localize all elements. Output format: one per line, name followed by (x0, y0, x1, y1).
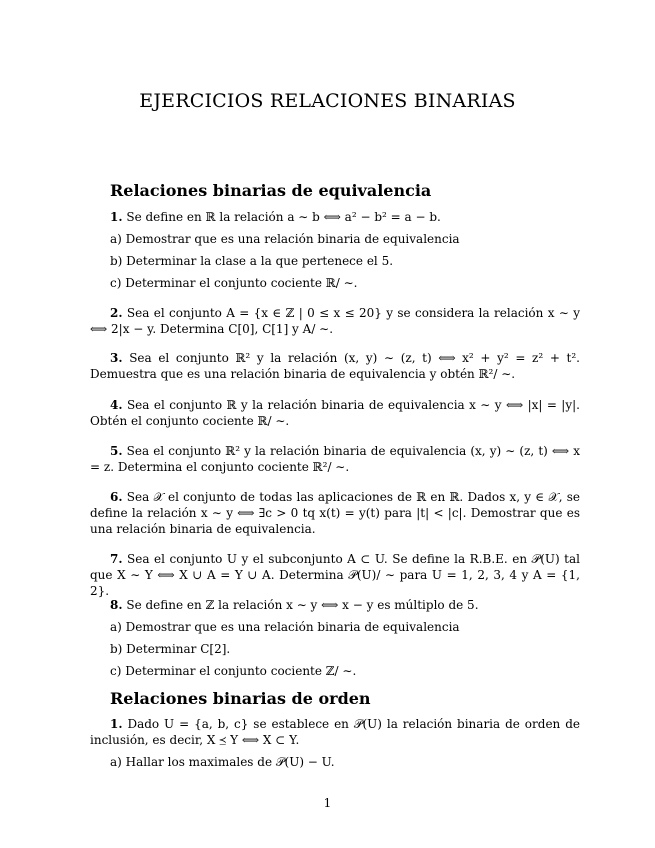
list-item: a) Hallar los maximales de 𝒫(U) − U. (110, 755, 335, 769)
exercise-statement: 1. Se define en ℝ la relación a ∼ b ⟺ a² − b² = a − b. (110, 210, 441, 224)
exercise-statement: 6. Sea 𝒳 el conjunto de todas las aplicaciones de ℝ en ℝ. Dados x, y ∈ 𝒳, se define la relación x ∼ y ⟺ ∃c > 0 tq x(t) = y(t) para |t| < |c|. Demostrar que es una relación binaria de equivalencia. (90, 490, 580, 536)
list-item: c) Determinar el conjunto cociente ℝ/ ∼. (110, 276, 358, 290)
exercise-statement: 2. Sea el conjunto A = {x ∈ ℤ | 0 ≤ x ≤ 20} y se considera la relación x ∼ y ⟺ 2|x − y. Determina C[0], C[1] y A/ ∼. (90, 306, 580, 336)
list-item: b) Determinar la clase a la que pertenece el 5. (110, 254, 394, 268)
exercise-1 (90, 209, 580, 291)
exercise-statement: 7. Sea el conjunto U y el subconjunto A ⊂ U. Se define la R.B.E. en 𝒫(U) tal que X ∼ Y ⟺ X ∪ A = Y ∪ A. Determina 𝒫(U)/ ∼ para U = 1, 2, 3, 4 y A = {1, 2}. (90, 552, 580, 598)
exercise-8 (90, 597, 580, 679)
list-item: a) Demostrar que es una relación binaria de equivalencia (110, 232, 460, 246)
page-title: EJERCICIOS RELACIONES BINARIAS (139, 90, 516, 112)
exercise-4 (90, 397, 580, 429)
exercise-statement: 8. Se define en ℤ la relación x ∼ y ⟺ x − y es múltiplo de 5. (110, 598, 479, 612)
exercise-7 (90, 551, 580, 599)
exercise-3 (90, 350, 580, 382)
exercise-statement: 1. Dado U = {a, b, c} se establece en 𝒫(U) la relación binaria de orden de inclusión, es decir, X ⪯ Y ⟺ X ⊂ Y. (90, 717, 580, 747)
exercise-5 (90, 443, 580, 475)
section-title-order: Relaciones binarias de orden (110, 689, 371, 708)
page-number: 1 (323, 796, 332, 810)
section-title-equivalence: Relaciones binarias de equivalencia (110, 181, 432, 200)
list-item: b) Determinar C[2]. (110, 642, 231, 656)
exercise-statement: 5. Sea el conjunto ℝ² y la relación binaria de equivalencia (x, y) ∼ (z, t) ⟺ x = z. Determina el conjunto cociente ℝ²/ ∼. (90, 444, 580, 474)
exercise-6 (90, 489, 580, 537)
exercise-statement: 4. Sea el conjunto ℝ y la relación binaria de equivalencia x ∼ y ⟺ |x| = |y|. Obtén el conjunto cociente ℝ/ ∼. (90, 398, 580, 428)
list-item: a) Demostrar que es una relación binaria de equivalencia (110, 620, 460, 634)
exercise-statement: 3. Sea el conjunto ℝ² y la relación (x, y) ∼ (z, t) ⟺ x² + y² = z² + t². Demuestra que es una relación binaria de equivalencia y obtén ℝ²/ ∼. (90, 351, 580, 381)
order-exercise-1 (90, 716, 580, 770)
list-item: c) Determinar el conjunto cociente ℤ/ ∼. (110, 664, 357, 678)
exercise-2 (90, 305, 580, 337)
